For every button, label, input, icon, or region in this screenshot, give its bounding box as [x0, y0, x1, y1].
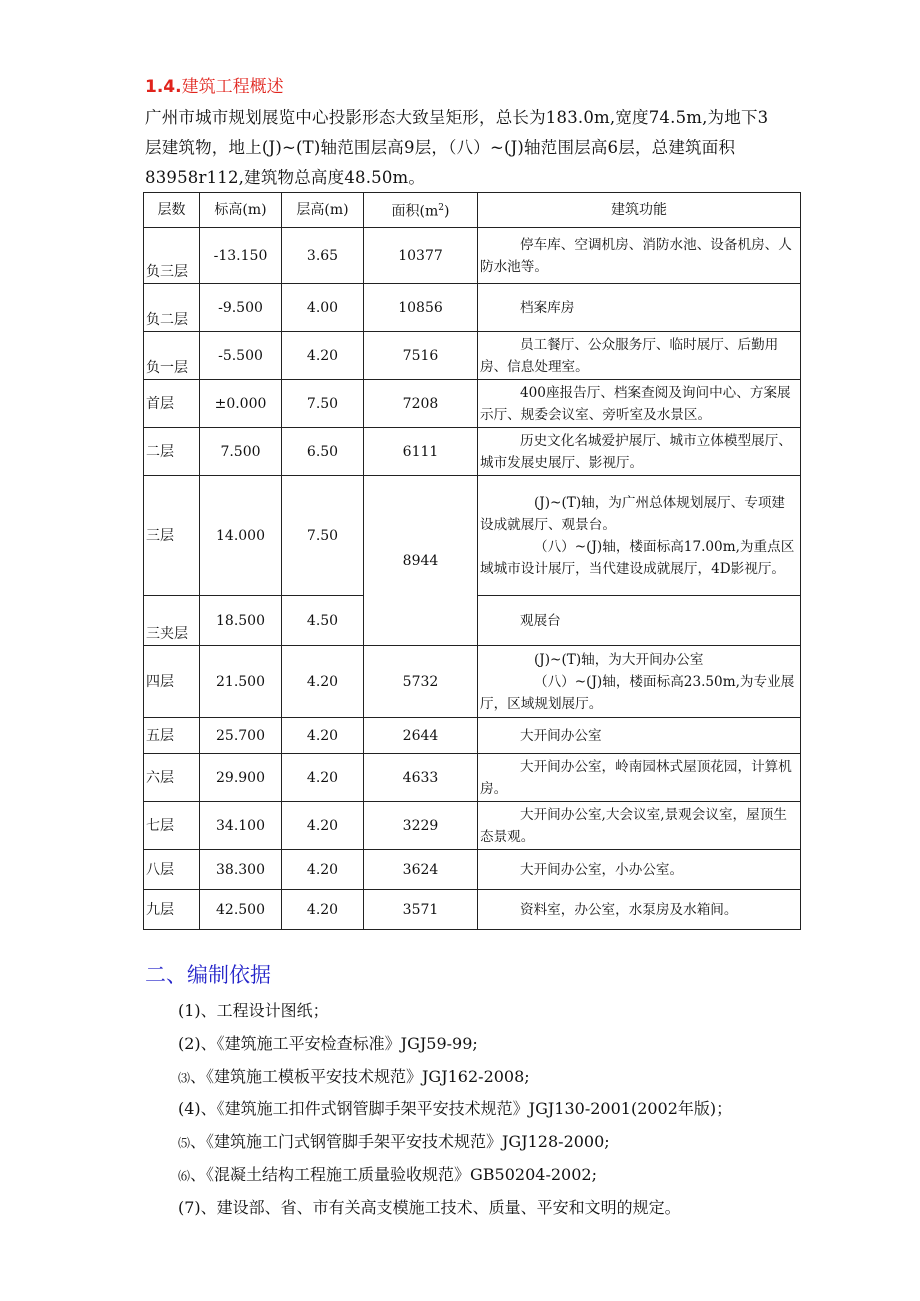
floor-table [143, 192, 801, 930]
area-cell: 3571 [364, 890, 478, 930]
area-cell: 10377 [364, 228, 478, 284]
reference-list [178, 995, 798, 1225]
header-area: 面积$(m^2)$ [364, 193, 478, 228]
elevation-cell: 25.700 [200, 718, 282, 754]
floor-cell: 三夹层 [144, 596, 200, 646]
list-item: ⑹、《混凝土结构工程施工质量验收规范》GB50204-2002; [178, 1164, 597, 1184]
header-elevation: 标高(m) [200, 193, 282, 228]
table-row [144, 646, 801, 718]
floor-cell: 四层 [144, 646, 200, 718]
area-cell: 7516 [364, 332, 478, 380]
intro-paragraph [145, 103, 805, 193]
height-cell: 7.50 [282, 476, 364, 596]
table-row [144, 380, 801, 428]
elevation-cell: ±0.000 [200, 380, 282, 428]
section-title: 建筑工程概述 [181, 77, 284, 97]
table-row [144, 850, 801, 890]
elevation-cell: 14.000 [200, 476, 282, 596]
floor-cell: 三层 [144, 476, 200, 596]
header-floor-height: 层高(m) [282, 193, 364, 228]
floor-cell: 负三层 [144, 228, 200, 284]
area-cell: 7208 [364, 380, 478, 428]
height-cell: 3.65 [282, 228, 364, 284]
list-item: (1)、工程设计图纸； [178, 1001, 329, 1020]
function-cell: 资料室，办公室，水泵房及水箱间。 [478, 890, 801, 930]
elevation-cell: 18.500 [200, 596, 282, 646]
height-cell: 4.20 [282, 802, 364, 850]
elevation-cell: 38.300 [200, 850, 282, 890]
intro-line-2: 层建筑物，地上(J)~(T)轴范围层高9层，（八）~(J)轴范围层高6层，总建筑面积 [145, 138, 736, 157]
function-cell: (J)~(T)轴，为广州总体规划展厅、专项建设成就展厅、观景台。 （八）~(J)轴，楼面标高17.00m,为重点区域城市设计展厅，当代建设成就展厅，4D影视厅。 [478, 476, 801, 596]
elevation-cell: -9.500 [200, 284, 282, 332]
function-cell: 大开间办公室，小办公室。 [478, 850, 801, 890]
height-cell: 6.50 [282, 428, 364, 476]
height-cell: 4.20 [282, 718, 364, 754]
floor-cell: 负二层 [144, 284, 200, 332]
height-cell: 7.50 [282, 380, 364, 428]
area-cell: 2644 [364, 718, 478, 754]
elevation-cell: 21.500 [200, 646, 282, 718]
list-item: ⑸、《建筑施工门式钢管脚手架平安技术规范》JGJ128-2000; [178, 1132, 610, 1152]
elevation-cell: -5.500 [200, 332, 282, 380]
function-cell: 档案库房 [478, 284, 801, 332]
list-item: (4)、《建筑施工扣件式钢管脚手架平安技术规范》JGJ130-2001(2002年版)； [178, 1099, 733, 1119]
table-row [144, 284, 801, 332]
table-row [144, 228, 801, 284]
height-cell: 4.50 [282, 596, 364, 646]
height-cell: 4.20 [282, 332, 364, 380]
function-cell: 大开间办公室，岭南园林式屋顶花园，计算机房。 [478, 754, 801, 802]
floor-cell: 六层 [144, 754, 200, 802]
floor-cell: 负一层 [144, 332, 200, 380]
floor-cell: 七层 [144, 802, 200, 850]
elevation-cell: -13.150 [200, 228, 282, 284]
table-row [144, 802, 801, 850]
list-item: (7)、建设部、省、市有关高支模施工技术、质量、平安和文明的规定。 [178, 1197, 681, 1217]
floor-cell: 首层 [144, 380, 200, 428]
function-cell: 停车库、空调机房、消防水池、设备机房、人防水池等。 [478, 228, 801, 284]
table-row [144, 332, 801, 380]
height-cell: 4.20 [282, 850, 364, 890]
intro-line-1: 广州市城市规划展览中心投影形态大致呈矩形，总长为183.0m,宽度74.5m,为地下3 [145, 108, 769, 127]
elevation-cell: 7.500 [200, 428, 282, 476]
elevation-cell: 34.100 [200, 802, 282, 850]
floor-cell: 五层 [144, 718, 200, 754]
floor-cell: 二层 [144, 428, 200, 476]
section-heading-2: 二、编制依据 [145, 963, 271, 987]
area-cell: 3624 [364, 850, 478, 890]
function-cell: 400座报告厅、档案查阅及询问中心、方案展示厅、规委会议室、旁听室及水景区。 [478, 380, 801, 428]
floor-cell: 八层 [144, 850, 200, 890]
section-heading-1-4 [145, 72, 284, 97]
area-cell: 6111 [364, 428, 478, 476]
table-row [144, 754, 801, 802]
function-cell: 大开间办公室 [478, 718, 801, 754]
area-cell: 4633 [364, 754, 478, 802]
function-cell: 员工餐厅、公众服务厅、临时展厅、后勤用房、信息处理室。 [478, 332, 801, 380]
intro-line-3: 83958r112,建筑物总高度48.50m。 [145, 168, 426, 187]
height-cell: 4.00 [282, 284, 364, 332]
function-cell: 历史文化名城爱护展厅、城市立体模型展厅、城市发展史展厅、影视厅。 [478, 428, 801, 476]
height-cell: 4.20 [282, 754, 364, 802]
floor-cell: 九层 [144, 890, 200, 930]
area-cell: 10856 [364, 284, 478, 332]
table-row [144, 476, 801, 596]
height-cell: 4.20 [282, 890, 364, 930]
table-row [144, 718, 801, 754]
area-cell: 5732 [364, 646, 478, 718]
height-cell: 4.20 [282, 646, 364, 718]
header-function: 建筑功能 [478, 193, 801, 228]
function-cell: 大开间办公室,大会议室,景观会议室，屋顶生态景观。 [478, 802, 801, 850]
function-cell: 观展台 [478, 596, 801, 646]
elevation-cell: 29.900 [200, 754, 282, 802]
list-item: ⑶、《建筑施工模板平安技术规范》JGJ162-2008; [178, 1066, 530, 1086]
section-number: 1.4. [145, 77, 182, 97]
table-row [144, 890, 801, 930]
area-cell: 3229 [364, 802, 478, 850]
elevation-cell: 42.500 [200, 890, 282, 930]
list-item: (2)、《建筑施工平安检查标准》JGJ59-99; [178, 1033, 478, 1053]
table-row [144, 428, 801, 476]
area-cell: 8944 [364, 476, 478, 646]
function-cell: (J)~(T)轴，为大开间办公室 （八）~(J)轴，楼面标高23.50m,为专业展厅，区域规划展厅。 [478, 646, 801, 718]
table-header-row [144, 193, 801, 228]
header-floor: 层数 [144, 193, 200, 228]
